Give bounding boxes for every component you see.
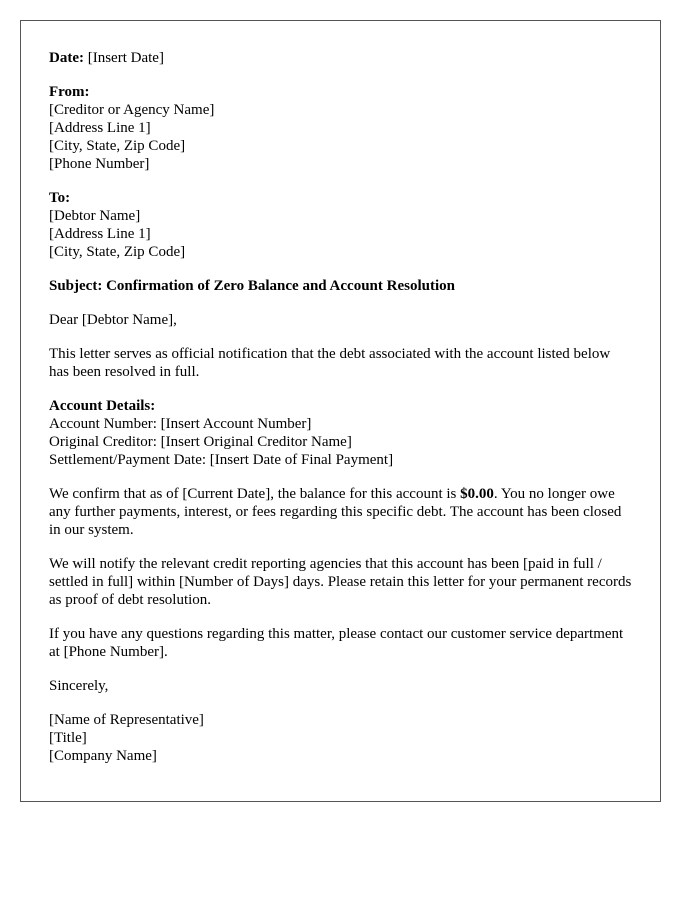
sender-address: [Address Line 1] bbox=[49, 120, 151, 136]
recipient-block bbox=[49, 189, 632, 261]
confirmation-text-end: . You no longer owe any further payments, interest, or fees regarding this specific debt. The account has been closed in our system. bbox=[49, 486, 622, 538]
closing: Sincerely, bbox=[49, 678, 109, 694]
company-name: [Company Name] bbox=[49, 748, 157, 764]
intro-paragraph: This letter serves as official notification that the debt associated with the account listed below has been resolved in full. bbox=[49, 346, 611, 380]
recipient-address: [Address Line 1] bbox=[49, 226, 151, 242]
from-label: From: bbox=[49, 84, 90, 100]
settlement-date: Settlement/Payment Date: [Insert Date of Final Payment] bbox=[49, 452, 394, 468]
reporting-paragraph: We will notify the relevant credit reporting agencies that this account has been [paid in full / settled in full] within [Number of Days] days. Please retain this letter for your permanent records as proof of debt resolution. bbox=[49, 556, 632, 608]
contact-paragraph: If you have any questions regarding this matter, please contact our customer service department at [Phone Number]. bbox=[49, 626, 624, 660]
sender-phone: [Phone Number] bbox=[49, 156, 150, 172]
balance-amount: $0.00 bbox=[460, 486, 494, 502]
salutation: Dear [Debtor Name], bbox=[49, 312, 177, 328]
account-details-label: Account Details: bbox=[49, 398, 156, 414]
date-line bbox=[49, 49, 632, 67]
confirmation-paragraph bbox=[49, 485, 632, 539]
sender-name: [Creditor or Agency Name] bbox=[49, 102, 215, 118]
to-label: To: bbox=[49, 190, 71, 206]
letter bbox=[20, 20, 661, 802]
date-value: [Insert Date] bbox=[87, 50, 164, 66]
confirmation-text-start: We confirm that as of [Current Date], the balance for this account is bbox=[49, 486, 461, 502]
account-details bbox=[49, 397, 632, 469]
account-number: Account Number: [Insert Account Number] bbox=[49, 416, 312, 432]
recipient-name: [Debtor Name] bbox=[49, 208, 141, 224]
date-label: Date: bbox=[49, 50, 84, 66]
representative-name: [Name of Representative] bbox=[49, 712, 204, 728]
recipient-city: [City, State, Zip Code] bbox=[49, 244, 186, 260]
original-creditor: Original Creditor: [Insert Original Creditor Name] bbox=[49, 434, 352, 450]
subject-text: Subject: Confirmation of Zero Balance and Account Resolution bbox=[49, 278, 455, 294]
representative-title: [Title] bbox=[49, 730, 87, 746]
signature-block bbox=[49, 711, 632, 765]
subject-line bbox=[49, 277, 632, 295]
sender-city: [City, State, Zip Code] bbox=[49, 138, 186, 154]
sender-block bbox=[49, 83, 632, 173]
